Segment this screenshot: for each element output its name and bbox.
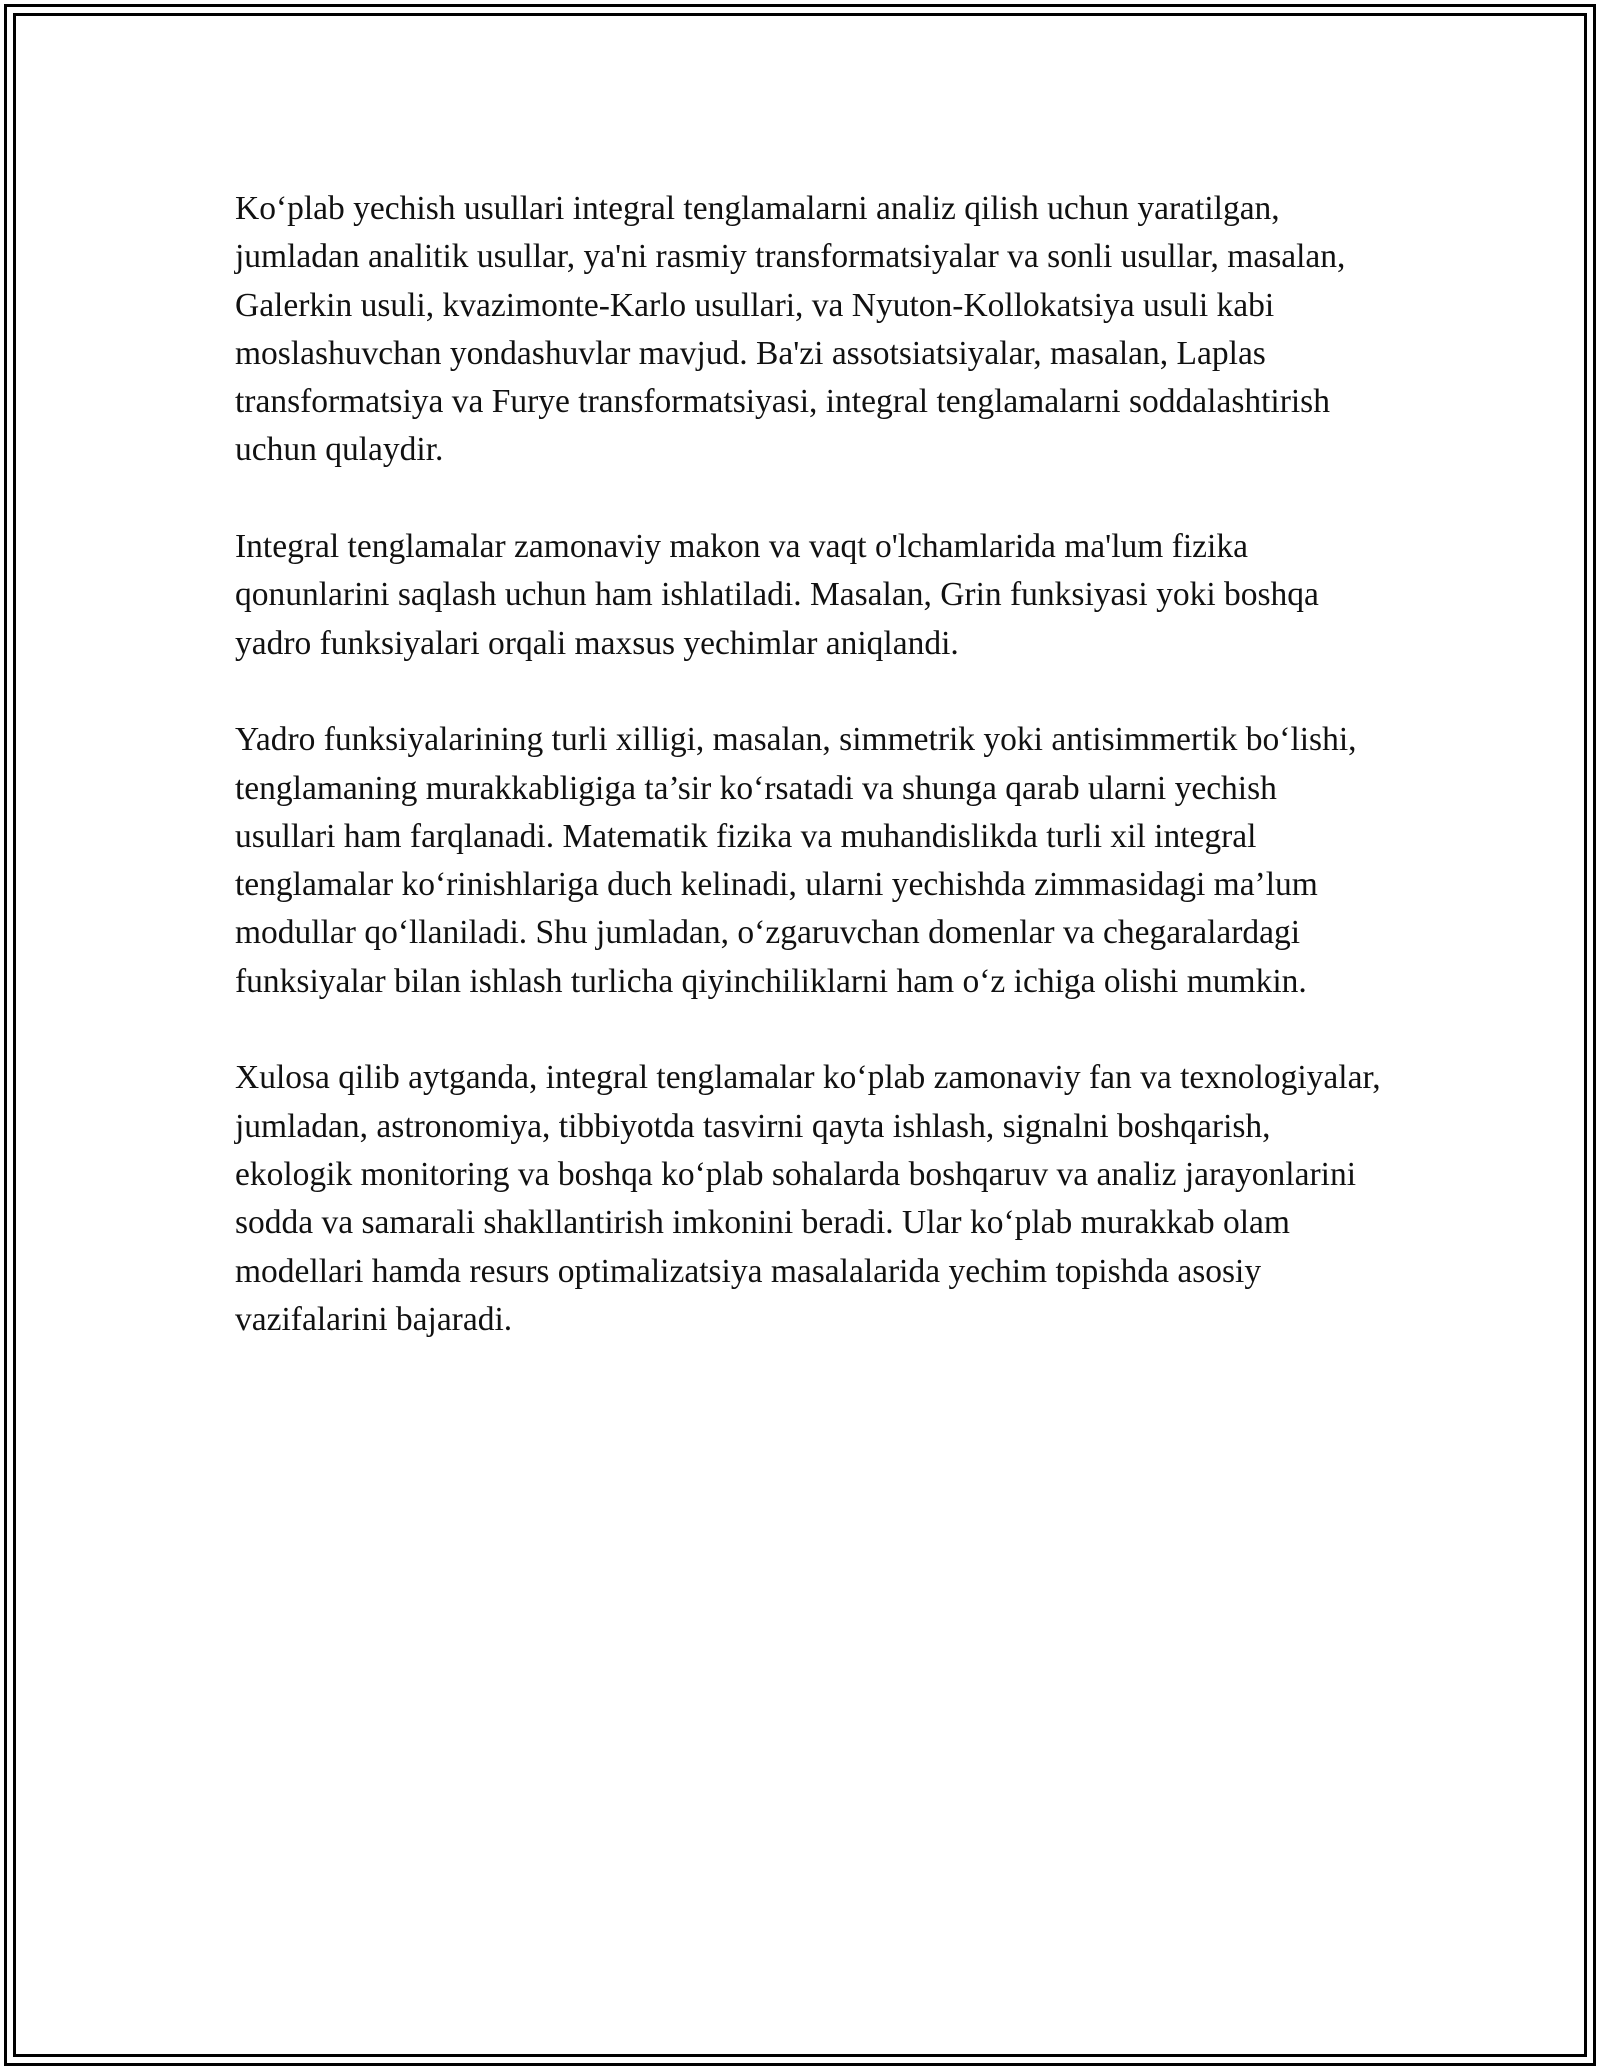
paragraph-4: Xulosa qilib aytganda, integral tenglamalar ko‘plab zamonaviy fan va texnologiyalar, jumladan, astronomiya, tibbiyotda tasvirni qayta ishlash, signalni boshqarish, ekologik monitoring va boshqa ko‘plab sohalarda boshqaruv va analiz jarayonlarini sodda va samarali shakllantirish imkonini beradi. Ular ko‘plab murakkab olam modellari hamda resurs optimalizatsiya masalalarida yechim topishda asosiy vazifalarini bajaradi. [235, 1059, 1381, 1338]
paragraph-3: Yadro funksiyalarining turli xilligi, masalan, simmetrik yoki antisimmertik bo‘lishi, tenglamaning murakkabligiga ta’sir ko‘rsatadi va shunga qarab ularni yechish usullari ham farqlanadi. Matematik fizika va muhandislikda turli xil integral tenglamalar ko‘rinishlariga duch kelinadi, ularni yechishda zimmasidagi ma’lum modullar qo‘llaniladi. Shu jumladan, o‘zgaruvchan domenlar va chegaralardagi funksiyalar bilan ishlash turlicha qiyinchiliklarni ham o‘z ichiga olishi mumkin. [235, 721, 1357, 1000]
document-body [235, 185, 1385, 1392]
paragraph-1: Ko‘plab yechish usullari integral tenglamalarni analiz qilish uchun yaratilgan, jumladan analitik usullar, ya'ni rasmiy transformatsiyalar va sonli usullar, masalan, Galerkin usuli, kvazimonte-Karlo usullari, va Nyuton-Kollokatsiya usuli kabi moslashuvchan yondashuvlar mavjud. Ba'zi assotsiatsiyalar, masalan, Laplas transformatsiya va Furye transformatsiyasi, integral tenglamalarni soddalashtirish uchun qulaydir. [235, 190, 1346, 469]
paragraph-2: Integral tenglamalar zamonaviy makon va vaqt o'lchamlarida ma'lum fizika qonunlarini saqlash uchun ham ishlatiladi. Masalan, Grin funksiyasi yoki boshqa yadro funksiyalari orqali maxsus yechimlar aniqlandi. [235, 528, 1319, 662]
